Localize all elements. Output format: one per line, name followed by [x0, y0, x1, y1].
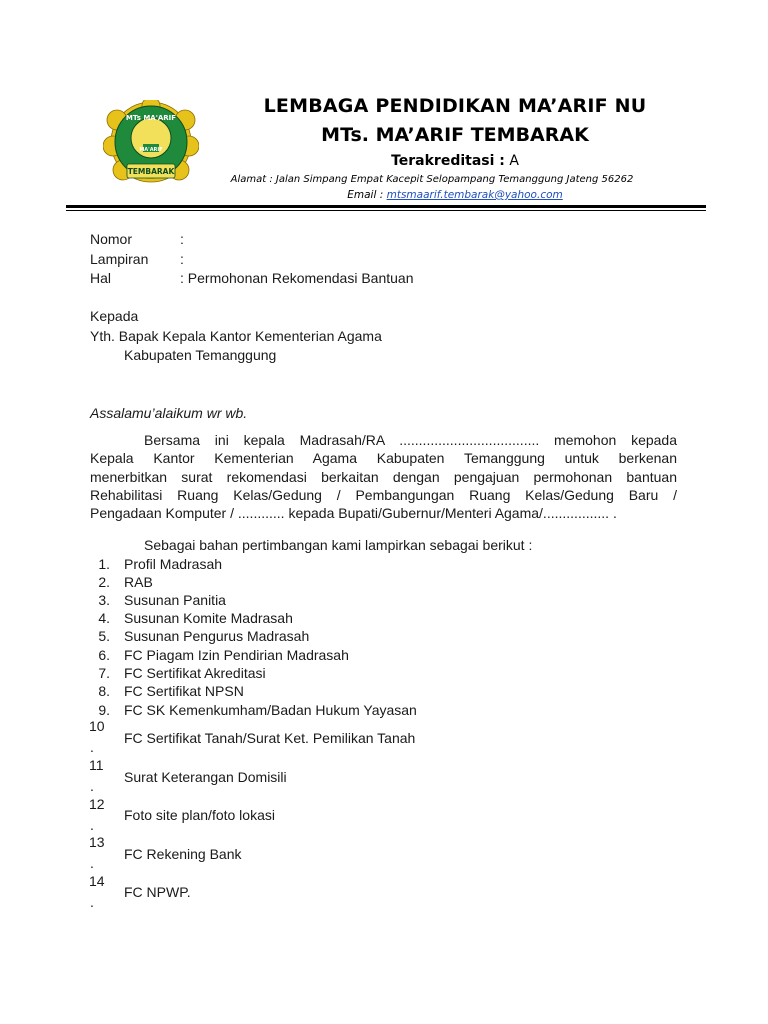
list-item-number: 10 [89, 718, 105, 734]
list-item: RAB [124, 574, 153, 590]
list-item-number: 11 [89, 757, 104, 773]
letterhead-divider [66, 205, 706, 208]
list-item-number: 4. [98, 610, 110, 626]
body-line: Rehabilitasi Ruang Kelas/Gedung / Pembangungan Ruang Kelas/Gedung Baru / [90, 486, 677, 503]
list-item: Profil Madrasah [124, 556, 223, 572]
list-item: FC NPWP. [124, 884, 191, 900]
list-item-number: 5. [98, 628, 110, 644]
body-line: Bersama ini kepala Madrasah/RA .................................... memohon kepada [144, 432, 677, 448]
logo-text-top: MTs MA'ARIF [125, 114, 177, 122]
logo-text-bottom: TEMBARAK [127, 167, 175, 176]
list-item-number: 2. [98, 574, 110, 590]
list-item-number: 12 [89, 796, 105, 812]
list-item-number: 1. [98, 556, 110, 572]
list-item-number: 9. [98, 702, 110, 718]
recipient-kepada: Kepada [90, 308, 139, 324]
list-item: FC Sertifikat NPSN [124, 683, 244, 699]
meta-value-lampiran: : [180, 251, 184, 267]
list-item: FC SK Kemenkumham/Badan Hukum Yayasan [124, 702, 417, 718]
accreditation-label: Terakreditasi : [391, 153, 505, 169]
recipient-line1: Yth. Bapak Kepala Kantor Kementerian Agama [90, 328, 382, 344]
body-line: Pengadaan Komputer / ............ kepada Bupati/Gubernur/Menteri Agama/................. . [90, 505, 617, 522]
list-item-number-dot: . [90, 855, 94, 871]
body-line: menerbitkan surat rekomendasi berkaitan dengan pengajuan permohonan bantuan [90, 468, 677, 485]
recipient-line2: Kabupaten Temanggung [124, 347, 277, 363]
list-item-number-dot: . [90, 817, 94, 833]
list-item: FC Piagam Izin Pendirian Madrasah [124, 647, 349, 663]
accreditation [200, 153, 710, 169]
list-item-number-dot: . [90, 739, 94, 755]
attachment-intro: Sebagai bahan pertimbangan kami lampirkan sebagai berikut : [144, 537, 533, 553]
list-item: Surat Keterangan Domisili [124, 769, 287, 785]
list-item-number: 8. [98, 683, 110, 699]
meta-value-hal: : Permohonan Rekomendasi Bantuan [180, 270, 414, 286]
list-item-number: 13 [89, 834, 105, 850]
list-item-number-dot: . [90, 778, 94, 794]
meta-label-lampiran: Lampiran [90, 251, 149, 267]
school-logo [103, 100, 199, 186]
letterhead-divider-thin [66, 210, 706, 211]
meta-value-nomor: : [180, 231, 184, 247]
list-item: Susunan Komite Madrasah [124, 610, 293, 626]
list-item: FC Rekening Bank [124, 846, 242, 862]
school-email [200, 189, 710, 201]
body-line: Kepala Kantor Kementerian Agama Kabupaten Temanggung untuk berkenan [90, 450, 677, 467]
body-paragraph [90, 431, 677, 522]
list-item-number: 6. [98, 647, 110, 663]
meta-label-nomor: Nomor [90, 231, 133, 247]
list-item-number-dot: . [90, 894, 94, 910]
accreditation-value: A [509, 153, 519, 169]
email-link[interactable]: mtsmaarif.tembarak@yahoo.com [386, 189, 563, 201]
list-item: Susunan Pengurus Madrasah [124, 628, 310, 644]
list-item-number: 7. [98, 665, 110, 681]
list-item: Foto site plan/foto lokasi [124, 807, 275, 823]
list-item: FC Sertifikat Tanah/Surat Ket. Pemilikan Tanah [124, 730, 416, 746]
meta-label-hal: Hal [90, 270, 112, 286]
list-item: Susunan Panitia [124, 592, 226, 608]
list-item-number: 3. [98, 592, 110, 608]
greeting: Assalamu’alaikum wr wb. [90, 405, 248, 421]
list-item: FC Sertifikat Akreditasi [124, 665, 266, 681]
email-label: Email : [347, 189, 384, 201]
school-name: MTs. MA’ARIF TEMBARAK [321, 124, 589, 146]
institution-name: LEMBAGA PENDIDIKAN MA’ARIF NU [263, 95, 647, 117]
school-address: Alamat : Jalan Simpang Empat Kacepit Selopampang Temanggung Jateng 56262 [230, 174, 634, 185]
list-item-number: 14 [89, 873, 105, 889]
logo-emblem-text: MA'ARIF [139, 147, 163, 153]
